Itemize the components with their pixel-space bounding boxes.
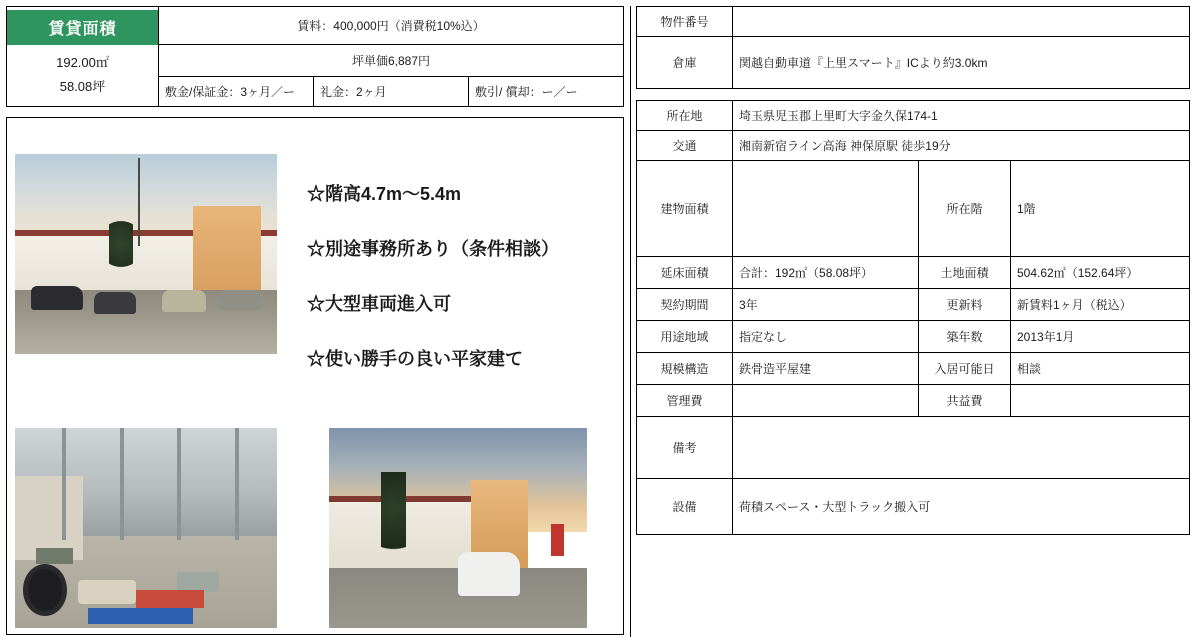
feature-item-2: ☆別途事務所あり（条件相談） xyxy=(307,239,559,259)
land-area-value: 504.62㎡（152.64坪） xyxy=(1011,257,1190,289)
address-value: 埼玉県児玉郡上里町大字金久保174-1 xyxy=(733,101,1190,131)
rent-summary-table xyxy=(6,6,624,107)
tsubo-unit-price: 坪単価6,887円 xyxy=(159,45,624,77)
land-area-label: 土地面積 xyxy=(919,257,1011,289)
feature-list xyxy=(307,180,617,400)
equipment-label: 設備 xyxy=(637,479,733,535)
property-no-label: 物件番号 xyxy=(637,7,733,37)
zoning-value: 指定なし xyxy=(733,321,919,353)
common-fee-label: 共益費 xyxy=(919,385,1011,417)
remarks-value xyxy=(733,417,1190,479)
renewal-fee-value: 新賃料1ヶ月（税込） xyxy=(1011,289,1190,321)
rental-area-sqm: 192.00㎡ xyxy=(56,55,109,70)
structure-value: 鉄骨造平屋建 xyxy=(733,353,919,385)
exterior-front-photo xyxy=(15,154,277,354)
equipment-value: 荷積スペース・大型トラック搬入可 xyxy=(733,479,1190,535)
access-label: 交通 xyxy=(637,131,733,161)
building-area-value xyxy=(733,161,919,257)
feature-item-4: ☆使い勝手の良い平家建て xyxy=(307,349,523,369)
building-age-label: 築年数 xyxy=(919,321,1011,353)
total-floor-area-label: 延床面積 xyxy=(637,257,733,289)
management-fee-label: 管理費 xyxy=(637,385,733,417)
key-money-cell: 礼金：2ヶ月 xyxy=(314,77,469,107)
property-type-label: 倉庫 xyxy=(637,37,733,89)
rent-amount: 賃料：400,000円（消費税10%込） xyxy=(159,7,624,45)
feature-item-3: ☆大型車両進入可 xyxy=(307,294,451,314)
property-no-value xyxy=(733,7,1190,37)
rental-area-header: 賃貸面積 xyxy=(7,10,158,45)
feature-item-1: ☆階高4.7m～5.4m xyxy=(307,184,462,204)
management-fee-value xyxy=(733,385,919,417)
structure-label: 規模構造 xyxy=(637,353,733,385)
total-floor-area-value: 合計：192㎡（58.08坪） xyxy=(733,257,919,289)
interior-warehouse-photo xyxy=(15,428,277,628)
renewal-fee-label: 更新料 xyxy=(919,289,1011,321)
floor-value: 1階 xyxy=(1011,161,1190,257)
rental-area-cell xyxy=(7,7,159,107)
property-type-value: 関越自動車道『上里スマート』ICより約3.0km xyxy=(733,37,1190,89)
remarks-label: 備考 xyxy=(637,417,733,479)
availability-value: 相談 xyxy=(1011,353,1190,385)
exterior-side-photo xyxy=(329,428,587,628)
availability-label: 入居可能日 xyxy=(919,353,1011,385)
zoning-label: 用途地域 xyxy=(637,321,733,353)
address-label: 所在地 xyxy=(637,101,733,131)
contract-period-label: 契約期間 xyxy=(637,289,733,321)
rental-area-tsubo: 58.08坪 xyxy=(59,79,106,94)
property-header-table xyxy=(636,6,1190,89)
floor-label: 所在階 xyxy=(919,161,1011,257)
building-area-label: 建物面積 xyxy=(637,161,733,257)
building-age-value: 2013年1月 xyxy=(1011,321,1190,353)
property-detail-table xyxy=(636,100,1190,535)
access-value: 湘南新宿ライン高海 神保原駅 徒歩19分 xyxy=(733,131,1190,161)
contract-period-value: 3年 xyxy=(733,289,919,321)
right-column xyxy=(630,0,1198,643)
photos-and-features-panel xyxy=(6,117,624,635)
deposit-cell: 敷金/保証金：3ヶ月／ー xyxy=(159,77,314,107)
common-fee-value xyxy=(1011,385,1190,417)
shikibiki-cell: 敷引/ 償却：ー／ー xyxy=(469,77,624,107)
